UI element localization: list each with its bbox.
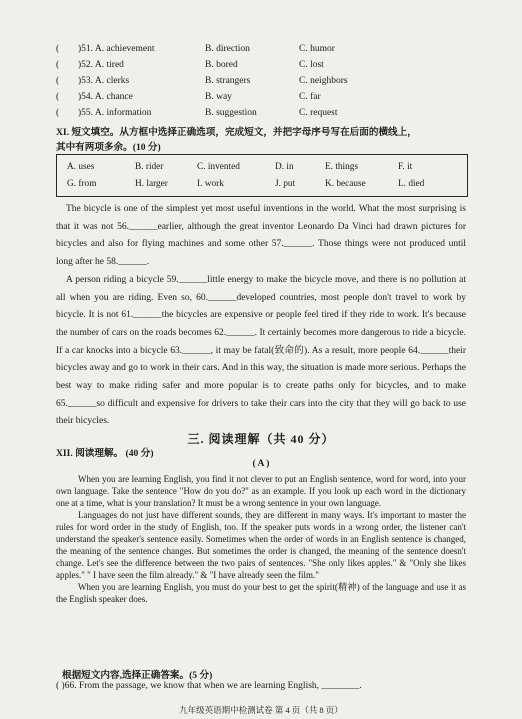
option-c: C. request xyxy=(299,108,338,118)
option-item: G. from xyxy=(67,179,97,189)
passage-paragraph: When you are learning English, you find it not clever to put an English sentence, word for word, into your own language. Take the sentence "How do you do?" as an example. If you look up each word in the dictionary one at a time, what is your translation? It must be a wrong sentence in your own language. xyxy=(56,474,466,508)
option-a: )53. A. clerks xyxy=(78,76,130,86)
passage-a-label: ( A ) xyxy=(252,459,270,469)
part-three-title: 三. 阅读理解（共 40 分） xyxy=(187,432,335,446)
answer-paren: ( xyxy=(56,44,60,54)
question-instruction: 根据短文内容,选择正确答案。(5 分) xyxy=(62,670,213,681)
option-item: A. uses xyxy=(67,162,95,172)
passage-paragraph: The bicycle is one of the simplest yet most useful inventions in the world. What the most surprising is that it was not 56.______earlier, although the great inventor Leonardo Da Vinci had drawn pictures for bicycles and also for flying machines and some other 57.______. Those things were not produced until long after he 58.______. xyxy=(56,204,466,268)
option-item: I. work xyxy=(197,179,224,189)
answer-paren: ( xyxy=(56,92,60,102)
option-item: H. larger xyxy=(135,179,168,189)
answer-paren: ( xyxy=(56,108,60,118)
option-item: F. it xyxy=(398,162,413,172)
section-xi-heading-line1: XI. 短文填空。从方框中选择正确选项，完成短文，并把字母序号写在后面的横线上， xyxy=(56,127,417,138)
option-c: C. humor xyxy=(299,44,335,54)
option-b: B. suggestion xyxy=(205,108,257,118)
option-c: C. far xyxy=(299,92,321,102)
option-a: )55. A. information xyxy=(78,108,152,118)
option-b: B. strangers xyxy=(205,76,251,86)
passage-paragraph: Languages do not just have different sounds, they are different in many ways. It's important to master the rules for word order in the study of English, too. If the speaker puts words in a wrong order, the listener can't understand the speaker's sentence easily. Sometimes when the order of words in an English sentence is changed, the meaning of the sentence changes. But sometimes the order is changed, the meaning of the sentence doesn't change. Let's see the difference between the two pairs of sentences. "She only likes apples." & "Only she likes apples." " I have seen the film already." & "I have already seen the film." xyxy=(56,510,466,580)
option-b: B. bored xyxy=(205,60,238,70)
passage-paragraph: When you are learning English, you must do your best to get the spirit(精神) of the language and use it as the English speaker does. xyxy=(56,582,466,604)
word-options-box xyxy=(56,154,468,197)
option-item: J. put xyxy=(275,179,296,189)
option-a: )52. A. tired xyxy=(78,60,124,70)
option-item: B. rider xyxy=(135,162,164,172)
option-b: B. direction xyxy=(205,44,250,54)
section-xi-heading-line2: 其中有两项多余。(10 分) xyxy=(56,142,161,153)
option-item: L. died xyxy=(398,179,425,189)
option-c: C. neighbors xyxy=(299,76,348,86)
answer-paren: ( xyxy=(56,76,60,86)
reading-passage-a xyxy=(56,473,466,605)
section-xii-heading: XII. 阅读理解。 (40 分) xyxy=(56,448,154,459)
option-a: )54. A. chance xyxy=(78,92,133,102)
question-66: ( )66. From the passage, we know that when we are learning English, ________. xyxy=(56,681,362,691)
option-item: E. things xyxy=(325,162,359,172)
page-footer: 九年级英语期中检测试卷 第 4 页（共 8 页） xyxy=(179,705,343,715)
option-item: D. in xyxy=(275,162,294,172)
answer-paren: ( xyxy=(56,60,60,70)
bicycle-passage xyxy=(56,201,466,431)
option-c: C. lost xyxy=(299,60,324,70)
option-item: C. invented xyxy=(197,162,240,172)
option-a: )51. A. achievement xyxy=(78,44,155,54)
option-b: B. way xyxy=(205,92,232,102)
option-item: K. because xyxy=(325,179,366,189)
passage-paragraph: A person riding a bicycle 59.______little energy to make the bicycle move, and there is no pollution at all when you are riding. Even so, 60.______developed countries, most people don't travel to work by bicycle. It is not 61.______the bicycles are expensive or people feel tired if they ride to work. It's because the number of cars on the roads becomes 62.______. It certainly becomes more dangerous to ride a bicycle. If a car knocks into a bicycle 63.______, it may be fatal(致命的). As a result, more people 64.______their bicycles away and go to work in their cars. And in this way, the situation is made more serious. Perhaps the best way to make riding safer and more popular is to create paths only for bicycles, and to make 65.______so difficult and expensive for drivers to take their cars into the city that they will go back to use their bicycles. xyxy=(56,274,466,427)
